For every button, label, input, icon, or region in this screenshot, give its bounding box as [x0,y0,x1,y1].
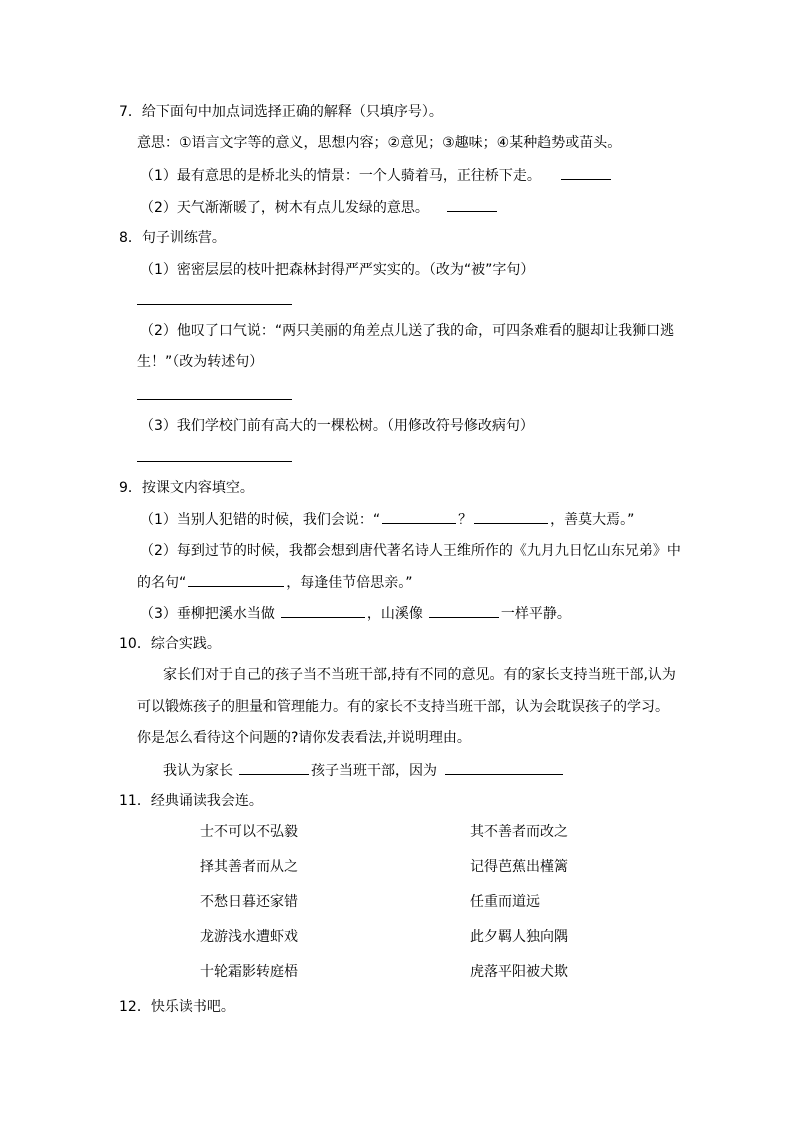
q11-left-item[interactable]: 十轮霜影转庭梧 [200,964,298,980]
q8-sentence-2b: 生！”（改为转述句） [137,354,264,370]
q7-answer-1-blank[interactable] [561,165,611,180]
q7-definitions: 意思：①语言文字等的意义，思想内容；②意见；③趣味；④某种趋势或苗头。 [137,135,622,151]
q7-sentence-2-text: （2）天气渐渐暖了，树木有点儿发绿的意思。 [140,200,429,216]
q11-right-item[interactable]: 此夕羁人独向隅 [470,929,568,945]
q10-blank-1[interactable] [239,760,309,775]
q10-paragraph-line-1: 家长们对于自己的孩子当不当班干部,持有不同的意见。有的家长支持当班干部,认为 [163,667,676,683]
q10-paragraph-line-3: 你是怎么看待这个问题的?请你发表看法,并说明理由。 [137,730,471,746]
q9-s3-part-a: （3）垂柳把溪水当做 [140,606,275,622]
q8-answer-2-line[interactable] [137,399,292,400]
q11-left-item[interactable]: 不愁日暮还家错 [200,894,298,910]
q9-s1-part-b: ？ [458,512,473,528]
q10-paragraph-line-2: 可以锻炼孩子的胆量和管理能力。有的家长不支持当班干部，认为会耽误孩子的学习。 [137,699,669,715]
q7-sentence-2 [140,197,499,218]
q9-sentence-2b [137,572,413,593]
q9-s1-blank-2[interactable] [474,509,548,524]
q10-answer-line [163,760,565,781]
q9-sentence-3 [140,603,571,624]
q11-title: 11．经典诵读我会连。 [119,793,263,809]
q9-s2-blank[interactable] [188,572,284,587]
q9-s1-part-c: ，善莫大焉。” [550,512,635,528]
q9-s3-part-c: 一样平静。 [500,606,571,622]
q11-right-item[interactable]: 任重而道远 [470,894,540,910]
q10-answer-part-1: 我认为家长 [163,763,233,779]
q9-s3-part-b: ，山溪像 [366,606,423,622]
q9-s2-part-b: 的名句“ [137,575,187,591]
q7-sentence-1-text: （1）最有意思的是桥北头的情景：一个人骑着马，正往桥下走。 [140,168,541,184]
q8-answer-1-line[interactable] [137,304,292,305]
q8-sentence-2a: （2）他叹了口气说：“两只美丽的角差点儿送了我的命，可四条难看的腿却让我狮口逃 [140,323,675,339]
q9-s1-blank-1[interactable] [382,509,456,524]
q11-right-item[interactable]: 其不善者而改之 [470,824,568,840]
q9-s3-blank-1[interactable] [281,603,365,618]
q7-answer-2-blank[interactable] [447,197,497,212]
q10-title: 10．综合实践。 [119,636,221,652]
q9-s2-part-c: ，每逢佳节倍思亲。” [286,575,413,591]
q10-blank-2[interactable] [445,760,563,775]
q8-answer-3-line[interactable] [137,461,292,462]
q12-title: 12．快乐读书吧。 [119,999,235,1015]
q7-title: 7．给下面句中加点词选择正确的解释（只填序号）。 [119,104,443,120]
q11-left-item[interactable]: 士不可以不弘毅 [200,824,298,840]
q11-left-item[interactable]: 龙游浅水遭虾戏 [200,929,298,945]
q9-s3-blank-2[interactable] [429,603,499,618]
q11-right-item[interactable]: 记得芭蕉出槿篱 [470,859,568,875]
q10-answer-part-2: 孩子当班干部，因为 [311,763,437,779]
q11-left-item[interactable]: 择其善者而从之 [200,859,298,875]
q8-sentence-1: （1）密密层层的枝叶把森林封得严严实实的。（改为“被”字句） [140,262,535,278]
q8-sentence-3: （3）我们学校门前有高大的一棵松树。（用修改符号修改病句） [140,418,534,434]
q7-sentence-1 [140,165,613,186]
q9-sentence-1 [140,509,634,530]
q9-title: 9．按课文内容填空。 [119,480,254,496]
q8-title: 8．句子训练营。 [119,230,226,246]
q9-s1-part-a: （1）当别人犯错的时候，我们会说：“ [140,512,381,528]
q9-sentence-2a: （2）每到过节的时候，我都会想到唐代著名诗人王维所作的《九月九日忆山东兄弟》中 [140,543,681,559]
q11-right-item[interactable]: 虎落平阳被犬欺 [470,964,568,980]
